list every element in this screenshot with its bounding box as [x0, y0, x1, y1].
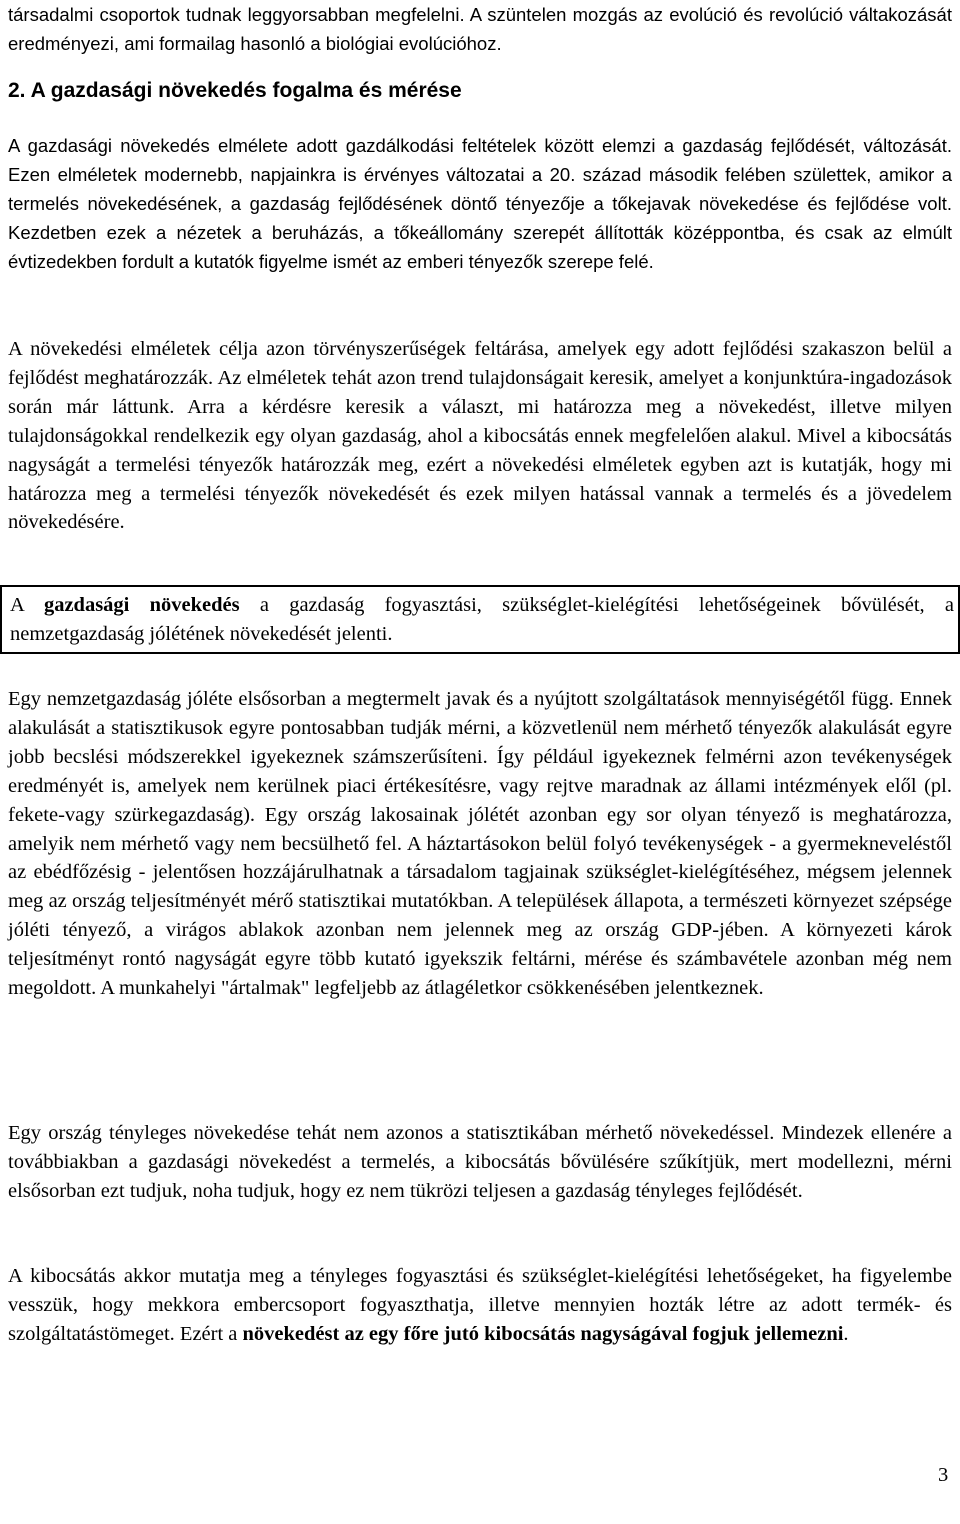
para5-text: A kibocsátás akkor mutatja meg a tényleges fogyasztási és szükséglet-kielégítési lehetőségeket, ha figyelembe vesszük, hogy mekkora embercsoport fogyaszthatja, illetve mennyien hozták létre az adott termék- és szolgáltatástömeget. Ezért a [8, 1265, 952, 1345]
paragraph-output-per-capita [8, 1262, 952, 1349]
definition-prefix: A [10, 594, 44, 616]
paragraph-growth-theory: A gazdasági növekedés elmélete adott gazdálkodási feltételek között elemzi a gazdaság fejlődését, változását. Ezen elméletek modernebb, napjainkra is érvényes változatai a 20. század második felében születtek, amikor a termelés növekedésének, a gazdaság fejlődésének döntő tényezője a tőkejavak növekedése és fejlődése volt. Kezdetben ezek a nézetek a beruházás, a tőkeállomány szerepét állították középpontba, és csak az elmúlt évtizedekben fordult a kutatók figyelme ismét az emberi tényezők szerepe felé. [8, 135, 952, 272]
definition-box [0, 585, 960, 654]
paragraph-growth-theories-goal: A növekedési elméletek célja azon törvényszerűségek feltárása, amelyek egy adott fejlődési szakaszon belül a fejlődést meghatározzák. Az elméletek tehát azon trend tulajdonságait keresik, amelyet a konjunktúra-ingadozások során már láttunk. Arra a kérdésre keresik a választ, mi határozza meg a növekedést, illetve milyen tulajdonságokkal rendelkezik egy olyan gazdaság, ahol a kibocsátás ennek megfelelően alakul. Mivel a kibocsátás nagyságát a termelési tényezők határozzák meg, ezért a növekedési elméletek egyben azt is kutatják, hogy mi határozza meg a termelési tényezők növekedését és ezek milyen hatással vannak a termelés és a jövedelem növekedésére. [8, 338, 952, 534]
page-number: 3 [938, 1464, 949, 1486]
definition-term: gazdasági növekedés [43, 594, 240, 616]
paragraph-actual-growth: Egy ország tényleges növekedése tehát nem azonos a statisztikában mérhető növekedéssel. Mindezek ellenére a továbbiakban a gazdasági növekedést a termelés, a kibocsátás bővülésére szűkítjük, mert modellezni, mérni elsősorban ezt tudjuk, noha tudjuk, hogy ez nem tükrözi teljesen a gazdaság tényleges fejlődését. [8, 1122, 952, 1202]
paragraph-welfare: Egy nemzetgazdaság jóléte elsősorban a megtermelt javak és a nyújtott szolgáltatások mennyiségétől függ. Ennek alakulását a statisztikusok egyre pontosabban tudják mérni, a közvetlenül nem mérhető tényezők alakulását egyre jobb becslési módszerekkel igyekeznek számszerűsíteni. Így például igyekeznek felmérni azon tevékenységek eredményét is, amelyek nem kerülnek piaci értékesítésre, vagy rejtve maradnak az állami intézmények elől (pl. fekete-vagy szürkegazdaság). Egy ország lakosainak jólétét azonban egy sor olyan tényező is meghatározza, amelyik nem mérhető vagy nem becsülhető fel. A háztartásokon belül folyó tevékenységek - a gyermekneveléstől az ebédfőzésig - jelentősen hozzájárulhatnak a társadalom tagjainak szükséglet-kielégítéséhez, mégsem jelennek meg az ország teljesítményét mérő statisztikai mutatókban. A települések állapota, a természeti környezet szépsége jóléti tényező, a virágos ablakok azonban nem jelennek meg az ország GDP-jében. A környezeti károk teljesítményt rontó nagyságát egyre több kutató igyekszik feltárni, mérése és számbavétele azonban még nem megoldott. A munkahelyi "ártalmak" legfeljebb az átlagéletkor csökkenésében jelentkeznek. [8, 688, 952, 1000]
definition-text [10, 591, 954, 649]
para5-bold: növekedést az egy főre jutó kibocsátás nagyságával fogjuk jellemezni [242, 1322, 844, 1345]
para5-end: . [843, 1322, 849, 1345]
section-heading: 2. A gazdasági növekedés fogalma és mérése [8, 79, 462, 102]
intro-continuation: társadalmi csoportok tudnak leggyorsabban megfelelni. A szüntelen mozgás az evolúció és revolúció váltakozását eredményezi, ami formailag hasonló a biológiai evolúcióhoz. [8, 4, 952, 54]
definition-rest: a gazdaság fogyasztási, szükséglet-kielégítési lehetőségeinek bővülését, a nemzetgazdaság jólétének növekedését jelenti. [10, 594, 954, 645]
